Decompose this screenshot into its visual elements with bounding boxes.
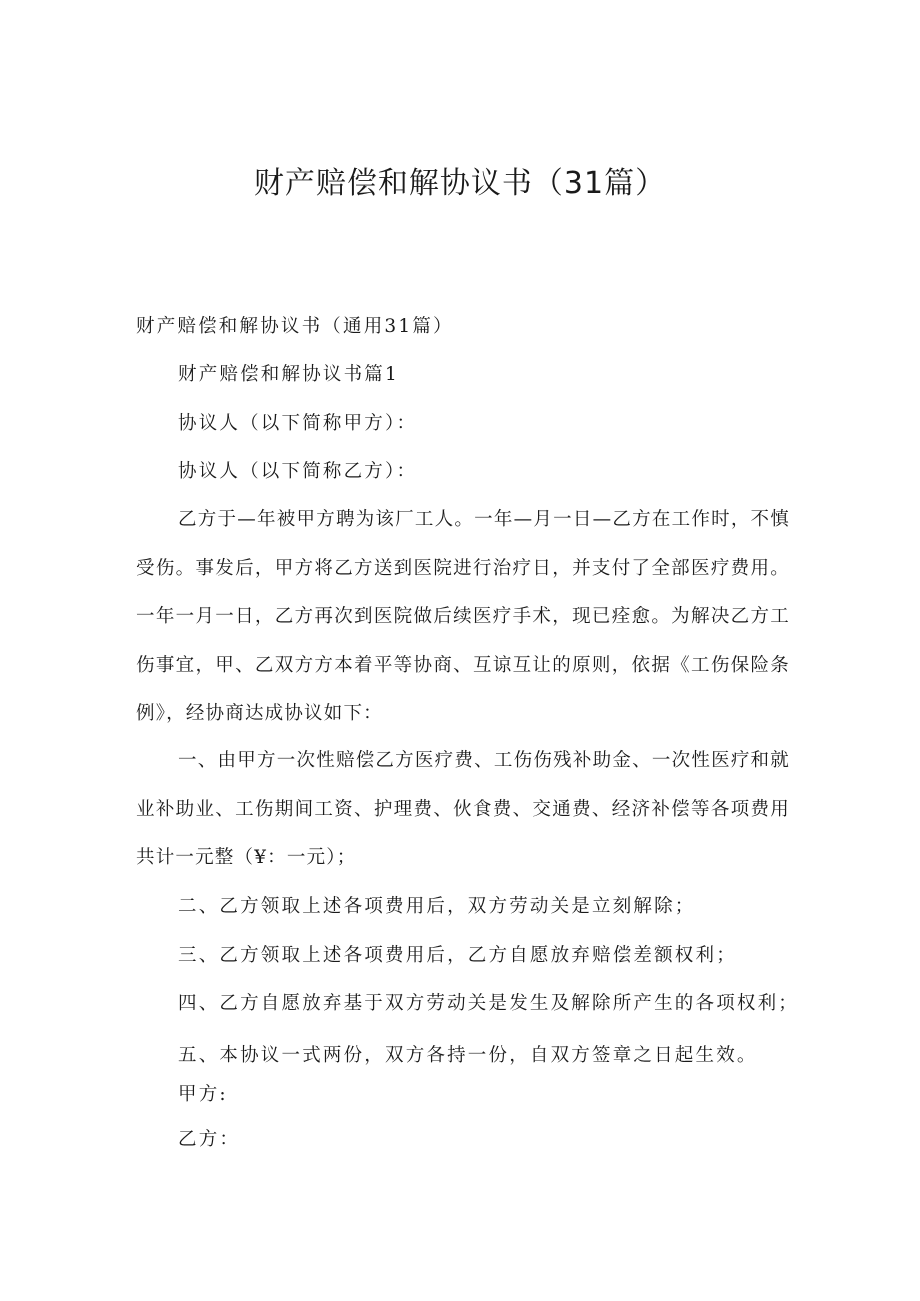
clause-4: 四、乙方自愿放弃基于双方劳动关是发生及解除所产生的各项权利；: [178, 993, 800, 1014]
party-b-signature-line: 乙方：: [178, 1129, 241, 1150]
document-title: 财产赔偿和解协议书（31篇）: [253, 166, 667, 201]
clause-5: 五、本协议一式两份，双方各持一份，自双方签章之日起生效。: [178, 1045, 758, 1066]
party-a-line: 协议人（以下简称甲方）：: [178, 413, 418, 434]
party-a-signature-line: 甲方:: [178, 1084, 228, 1105]
party-b-line: 协议人（以下简称乙方）：: [178, 461, 418, 482]
clause-3: 三、乙方领取上述各项费用后，乙方自愿放弃赔偿差额权利；: [178, 945, 737, 966]
background-paragraph: 乙方于—年被甲方聘为该厂工人。一年—月一日—乙方在工作时，不慎受伤。事发后，甲方将乙方送到医院进行治疗日，并支付了全部医疗费用。一年一月一日，乙方再次到医院做后续医疗手术，现已痊愈。为解决乙方工伤事宜，甲、乙双方方本着平等协商、互谅互让的原则，依据《工伤保险条例》，经协商达成协议如下：: [136, 509, 790, 725]
document-subtitle: 财产赔偿和解协议书（通用31篇）: [136, 316, 454, 337]
clause-2: 二、乙方领取上述各项费用后，双方劳动关是立刻解除；: [178, 896, 696, 917]
clause-1-paragraph: 一、由甲方一次性赔偿乙方医疗费、工伤伤残补助金、一次性医疗和就业补助业、工伤期间工资、护理费、伙食费、交通费、经济补偿等各项费用共计一元整（¥：一元）；: [136, 750, 790, 869]
section-heading: 财产赔偿和解协议书篇1: [178, 364, 399, 385]
